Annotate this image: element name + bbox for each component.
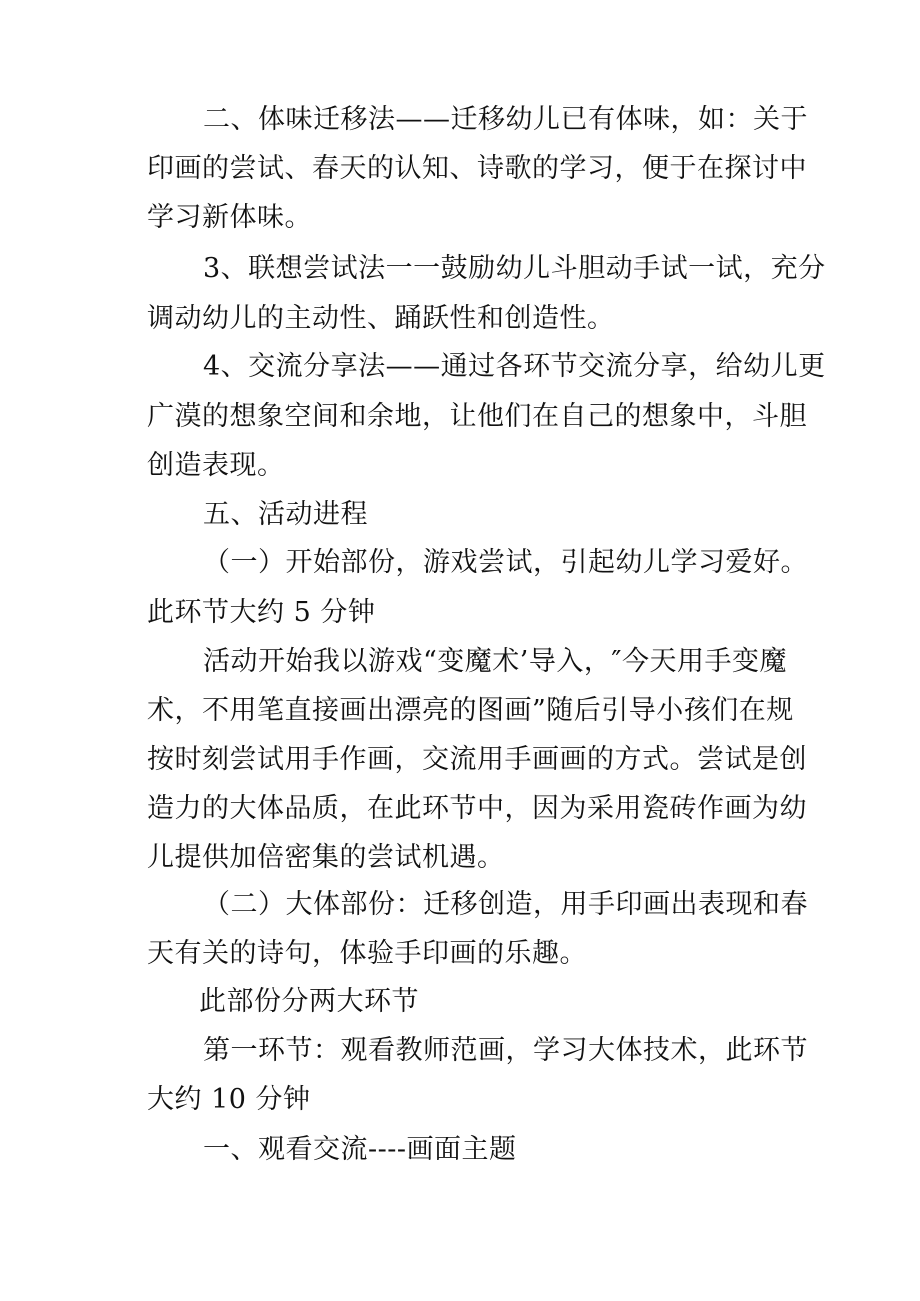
paragraph-8-line-1: 此部份分两大环节 [199,986,419,1017]
paragraph-3-line-1: 4、交流分享法——通过各环节交流分享，给幼儿更 [203,351,826,382]
paragraph-6-line-1: 活动开始我以游戏“变魔术’导入，″今天用手变魔 [203,646,787,677]
paragraph-9-line-1: 第一环节：观看教师范画，学习大体技术，此环节 [203,1035,808,1066]
paragraph-5-line-2: 此环节大约 5 分钟 [147,597,376,628]
paragraph-7-line-2: 天有关的诗句，体验手印画的乐趣。 [147,938,587,969]
paragraph-9-line-2: 大约 10 分钟 [147,1084,311,1115]
section-heading-activity-process: 五、活动进程 [203,499,368,530]
paragraph-6-line-3: 按时刻尝试用手作画，交流用手画画的方式。尝试是创 [147,744,807,775]
paragraph-3-line-2: 广漠的想象空间和余地，让他们在自己的想象中，斗胆 [147,401,807,432]
paragraph-2-line-1: 3、联想尝试法一一鼓励幼儿斗胆动手试一试，充分 [203,253,826,284]
paragraph-1-line-2: 印画的尝试、春天的认知、诗歌的学习，便于在探讨中 [147,153,807,184]
paragraph-7-line-1: （二）大体部份：迁移创造，用手印画出表现和春 [203,889,808,920]
paragraph-3-line-3: 创造表现。 [147,450,285,481]
paragraph-6-line-2: 术，不用笔直接画出漂亮的图画”随后引导小孩们在规 [147,695,794,726]
paragraph-1-line-3: 学习新体味。 [147,202,312,233]
paragraph-5-line-1: （一）开始部份，游戏尝试，引起幼儿学习爱好。 [203,547,808,578]
paragraph-1-line-1: 二、体味迁移法——迁移幼儿已有体味，如：关于 [203,104,808,135]
paragraph-10-line-1: 一、观看交流----画面主题 [203,1134,517,1165]
paragraph-2-line-2: 调动幼儿的主动性、踊跃性和创造性。 [147,303,615,334]
paragraph-6-line-5: 儿提供加倍密集的尝试机遇。 [147,842,505,873]
paragraph-6-line-4: 造力的大体品质，在此环节中，因为采用瓷砖作画为幼 [147,793,807,824]
